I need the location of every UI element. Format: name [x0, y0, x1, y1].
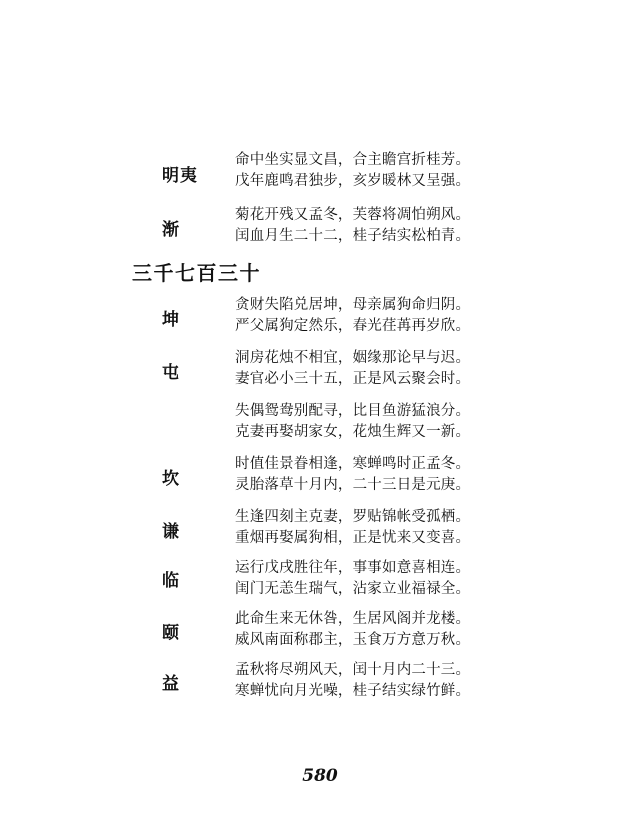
verse-line: 寒蝉忧向月光噪，桂子结实绿竹鲜。 [235, 683, 471, 699]
hexagram-name: 临 [162, 571, 180, 591]
verse-line: 运行戊戌胜往年，事事如意喜相连。 [235, 560, 471, 576]
verse-line: 洞房花烛不相宜，姻缘那论早与迟。 [235, 350, 471, 366]
hexagram-name: 颐 [162, 623, 180, 643]
verse-line: 菊花开残又孟冬，芙蓉将凋怕朔风。 [235, 207, 471, 223]
verse-line: 贪财失陷兑居坤，母亲属狗命归阴。 [235, 297, 471, 313]
verse-line: 闺门无恙生瑞气，沾家立业福禄全。 [235, 581, 471, 597]
hexagram-name: 屯 [162, 363, 180, 383]
verse-line: 妻官必小三十五，正是风云聚会时。 [235, 371, 471, 387]
verse-line: 重烟再娶属狗相，正是忧来又变喜。 [235, 530, 471, 546]
verse-line: 威风南面称郡主，玉食万方意万秋。 [235, 632, 471, 648]
hexagram-name: 谦 [162, 522, 180, 542]
verse [235, 401, 635, 443]
hexagram-name: 坎 [162, 469, 180, 489]
verse [235, 660, 635, 702]
verse [235, 507, 635, 549]
verse-line: 命中坐实显文昌，合主瞻宫折桂芳。 [235, 152, 471, 168]
verse-line: 时值佳景眷相逢，寒蝉鸣时正孟冬。 [235, 456, 471, 472]
verse [235, 295, 635, 337]
hexagram-name: 坤 [162, 310, 180, 330]
verse-line: 生逢四刻主克妻，罗贴锦帐受孤栖。 [235, 509, 471, 525]
verse [235, 454, 635, 496]
verse [235, 205, 635, 247]
verse-line: 严父属狗定然乐，春光荏苒再岁欣。 [235, 318, 471, 334]
hexagram-name: 益 [162, 674, 180, 694]
verse-line: 克妻再娶胡家女，花烛生辉又一新。 [235, 424, 471, 440]
hexagram-name: 明夷 [162, 166, 198, 186]
verse-line: 闰血月生二十二，桂子结实松柏青。 [235, 228, 471, 244]
verse [235, 609, 635, 651]
verse-line: 戊年鹿鸣君独步，亥岁暖林又呈强。 [235, 173, 471, 189]
verse [235, 558, 635, 600]
verse-line: 此命生来无休咎，生居风阁并龙楼。 [235, 611, 471, 627]
verse [235, 150, 635, 192]
verse-line: 孟秋将尽朔风天，闰十月内二十三。 [235, 662, 471, 678]
section-title: 三千七百三十 [132, 261, 261, 285]
verse-line: 灵胎落草十月内，二十三日是元庚。 [235, 477, 471, 493]
verse-line: 失偶鸳鸯别配寻，比目鱼游猛浪分。 [235, 403, 471, 419]
verse [235, 348, 635, 390]
page-number: 580 [302, 766, 338, 786]
hexagram-name: 渐 [162, 220, 180, 240]
